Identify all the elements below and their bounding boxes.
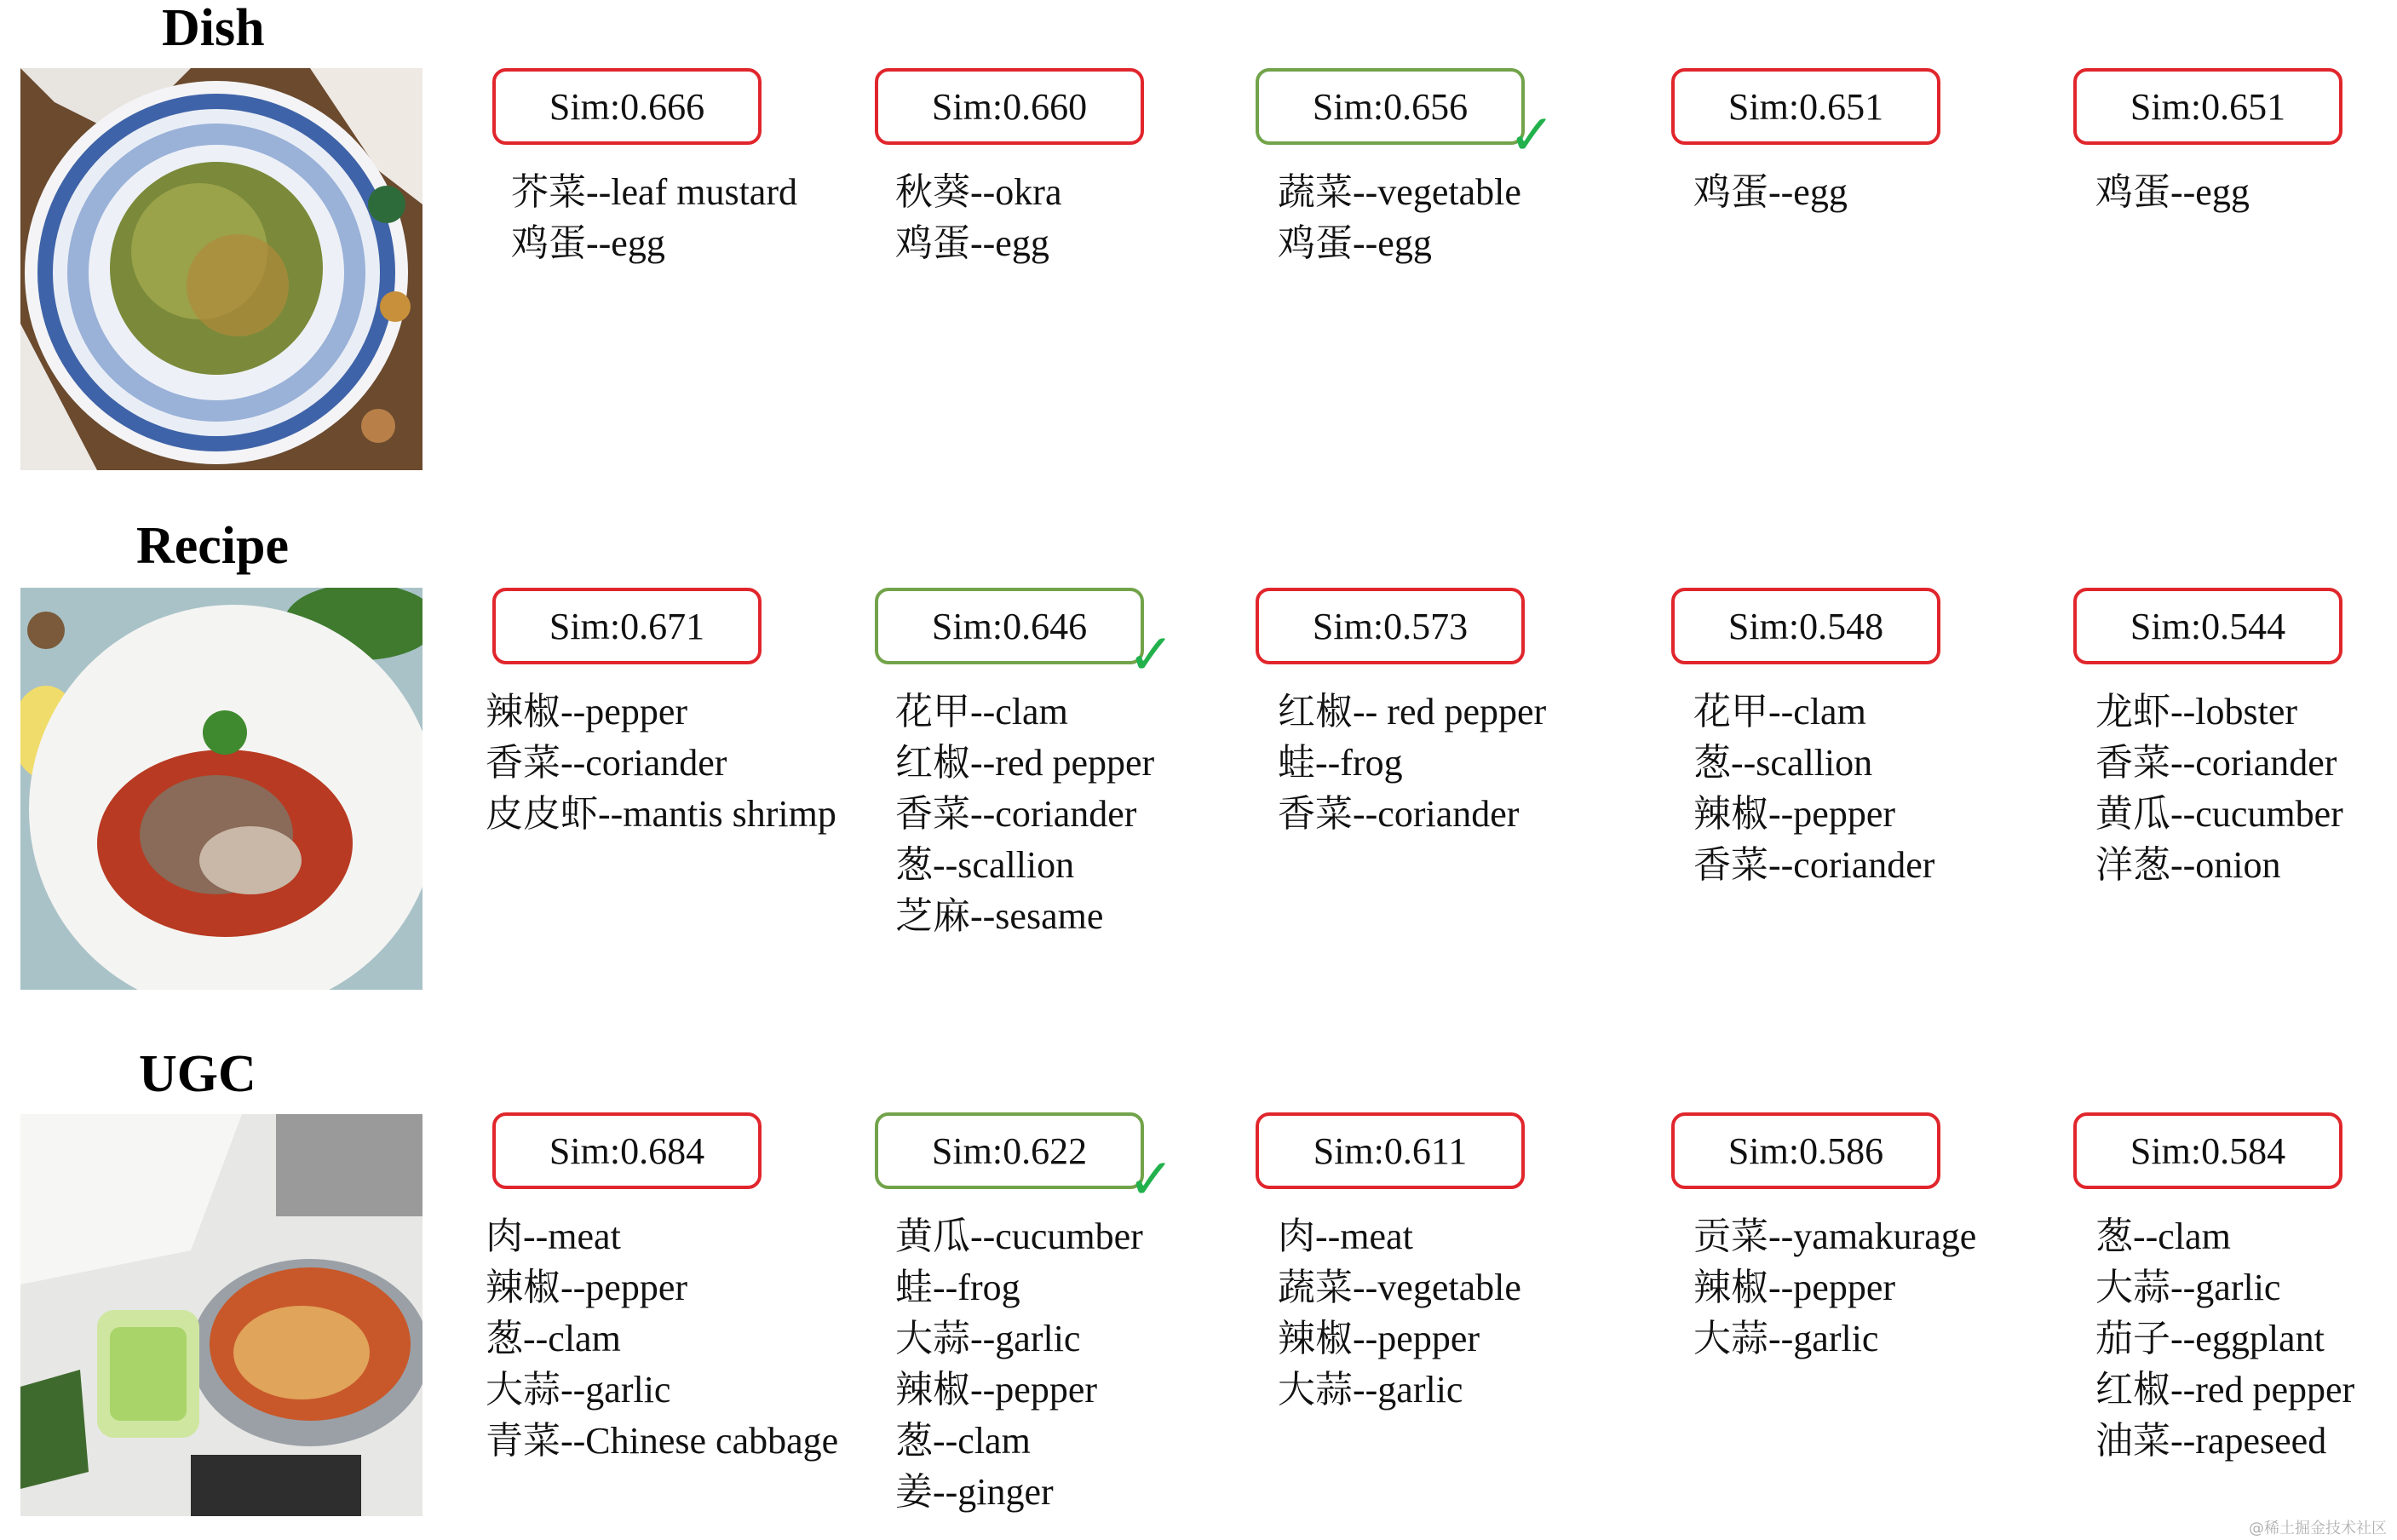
ingredient-item: 肉--meat [1278,1215,1413,1257]
ingredient-item: 鸡蛋--egg [1278,222,1432,264]
sim-score-box [492,588,762,664]
ingredient-item: 蔬菜--vegetable [1278,1267,1521,1308]
ingredient-list [1256,1211,1630,1416]
sim-score: Sim:0.622 [931,1129,1088,1172]
result-card [1256,1112,1630,1416]
ingredient-item: 黄瓜--cucumber [2095,793,2343,835]
ingredient-item: 黄瓜--cucumber [895,1215,1143,1257]
sim-score: Sim:0.671 [549,605,705,647]
ingredient-item: 洋葱--onion [2095,844,2281,886]
sim-score-box [1256,588,1525,664]
sim-score: Sim:0.684 [549,1129,705,1172]
check-icon: ✓ [1127,622,1175,687]
ingredient-list [1671,687,2046,891]
ingredient-item: 香菜--coriander [1693,844,1935,886]
sim-score: Sim:0.544 [2130,605,2286,647]
sim-score: Sim:0.651 [2130,85,2286,128]
sim-score-box [1671,68,1940,145]
sim-score-box [2073,68,2342,145]
sim-score: Sim:0.660 [931,85,1088,128]
watermark: @稀土掘金技术社区 [2249,1520,2387,1537]
ingredient-list [875,687,1250,942]
ingredient-list [875,1211,1250,1518]
sim-score: Sim:0.573 [1312,605,1469,647]
ingredient-item: 油菜--rapeseed [2095,1420,2327,1462]
ingredient-item: 姜--ginger [895,1471,1054,1513]
ingredient-item: 香菜--coriander [895,793,1137,835]
sim-score: Sim:0.666 [549,85,705,128]
result-card [1256,588,1630,840]
ingredient-item: 秋葵--okra [895,171,1062,213]
ingredient-item: 辣椒--pepper [1693,793,1896,835]
result-card [486,588,867,840]
ingredient-item: 葱--clam [2095,1215,2231,1257]
ugc-photo-icon [20,1114,422,1516]
ingredient-item: 香菜--coriander [1278,793,1520,835]
ingredient-item: 葱--scallion [895,844,1075,886]
ingredient-item: 鸡蛋--egg [1693,171,1848,213]
ingredient-list [1256,687,1630,840]
ingredient-item: 大蒜--garlic [486,1369,671,1411]
sim-score-box [875,68,1144,145]
result-card [875,1112,1250,1518]
ingredient-item: 香菜--coriander [486,742,727,784]
sim-score: Sim:0.548 [1727,605,1884,647]
sim-score-box [2073,1112,2342,1189]
ingredient-item: 青菜--Chinese cabbage [486,1420,839,1462]
ingredient-list [486,1211,867,1467]
ingredient-item: 葱--clam [486,1318,621,1359]
ingredient-item: 大蒜--garlic [1278,1369,1463,1411]
ingredient-list [1671,167,2046,218]
ingredient-item: 葱--clam [895,1420,1031,1462]
ingredient-item: 茄子--eggplant [2095,1318,2325,1359]
ingredient-list [875,167,1250,269]
sim-score: Sim:0.584 [2130,1129,2286,1172]
sim-score-box [1256,1112,1525,1189]
sim-score-box [2073,588,2342,664]
result-card [2073,588,2397,891]
sim-score: Sim:0.651 [1727,85,1884,128]
result-card [1671,1112,2046,1365]
ingredient-item: 鸡蛋--egg [2095,171,2250,213]
ingredient-item: 辣椒--pepper [1278,1318,1480,1359]
ingredient-item: 辣椒--pepper [486,691,688,733]
result-card [1671,68,2046,218]
ingredient-item: 皮皮虾--mantis shrimp [486,793,836,835]
ingredient-list [2073,1211,2397,1467]
sim-score: Sim:0.586 [1727,1129,1884,1172]
sim-score-box [1671,1112,1940,1189]
result-card [492,68,867,269]
sim-score-box [492,68,762,145]
ingredient-item: 鸡蛋--egg [895,222,1049,264]
ingredient-list [486,687,867,840]
ingredient-list [2073,687,2397,891]
ingredient-item: 花甲--clam [895,691,1068,733]
ingredient-item: 辣椒--pepper [1693,1267,1896,1308]
ingredient-item: 蛙--frog [895,1267,1020,1308]
sim-score-box-correct [875,1112,1175,1212]
ingredient-item: 红椒--red pepper [2095,1369,2355,1411]
ingredient-item: 葱--scallion [1693,742,1873,784]
sim-score: Sim:0.646 [931,605,1088,647]
result-card [875,588,1250,942]
section-title-recipe: Recipe [136,517,290,575]
ingredient-item: 蛙--frog [1278,742,1403,784]
section-title-dish: Dish [162,0,265,57]
result-card [875,68,1250,269]
section-title-ugc: UGC [139,1045,256,1103]
ingredient-list [2073,167,2397,218]
ingredient-item: 大蒜--garlic [2095,1267,2281,1308]
ingredient-list [1671,1211,2046,1365]
dish-photo-icon [20,68,422,470]
ingredient-item: 花甲--clam [1693,691,1866,733]
ingredient-item: 贡菜--yamakurage [1693,1215,1977,1257]
ingredient-item: 辣椒--pepper [486,1267,688,1308]
ingredient-list [1256,167,1630,269]
result-card [486,1112,867,1467]
ingredient-item: 红椒-- red pepper [1278,691,1547,733]
sim-score-box-correct [875,588,1175,687]
check-icon: ✓ [1508,102,1555,168]
ingredient-item: 辣椒--pepper [895,1369,1098,1411]
result-card [2073,68,2397,218]
ingredient-item: 红椒--red pepper [895,742,1155,784]
ingredient-item: 蔬菜--vegetable [1278,171,1521,213]
result-card [1256,68,1630,269]
ingredient-item: 大蒜--garlic [895,1318,1081,1359]
ingredient-item: 芝麻--sesame [895,895,1104,937]
result-card [1671,588,2046,891]
sim-score: Sim:0.611 [1313,1129,1468,1172]
ingredient-item: 香菜--coriander [2095,742,2337,784]
ingredient-item: 龙虾--lobster [2095,691,2298,733]
sim-score-box-correct [1256,68,1555,168]
ingredient-item: 芥菜--leaf mustard [511,171,797,213]
sim-score-box [1671,588,1940,664]
ingredient-item: 大蒜--garlic [1693,1318,1879,1359]
sim-score: Sim:0.656 [1312,85,1469,128]
recipe-photo-icon [20,588,422,990]
ingredient-item: 肉--meat [486,1215,621,1257]
check-icon: ✓ [1127,1146,1175,1212]
ingredient-item: 鸡蛋--egg [511,222,665,264]
sim-score-box [492,1112,762,1189]
result-card [2073,1112,2397,1467]
ingredient-list [492,167,867,269]
